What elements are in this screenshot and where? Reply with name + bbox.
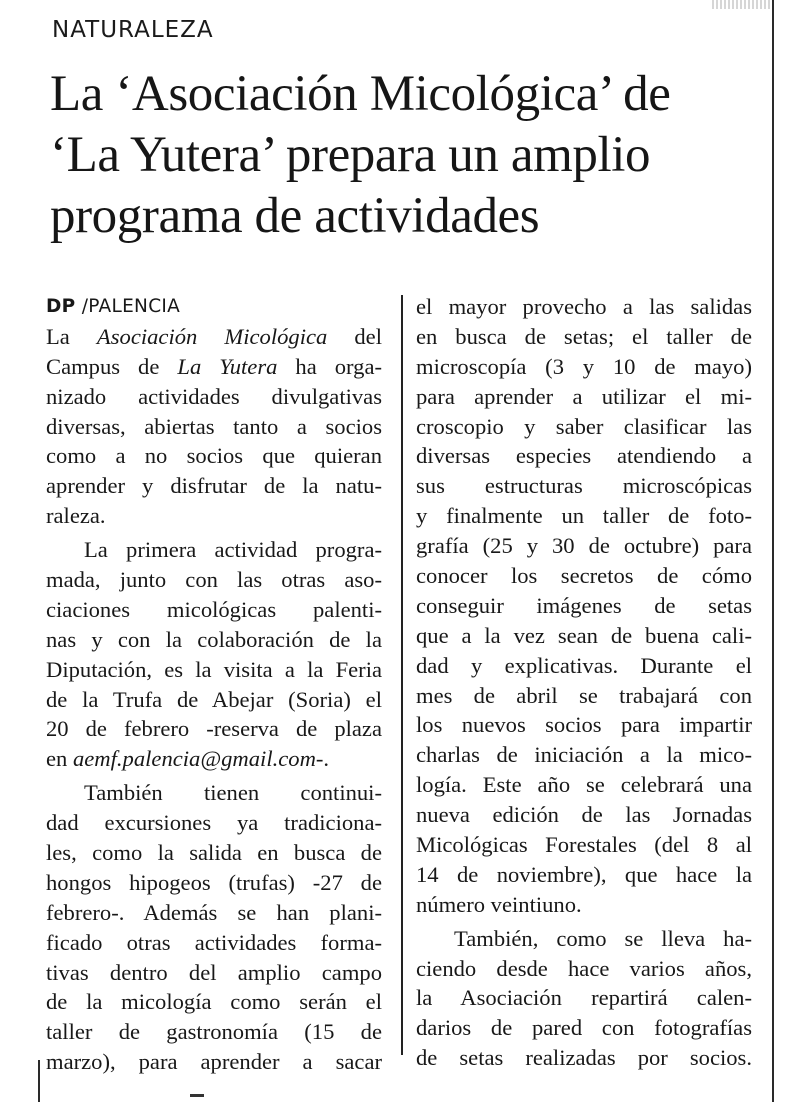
text-line: nueva edición de las Jornadas xyxy=(416,802,752,828)
text-line: les, como la salida en busca de xyxy=(46,840,382,866)
byline-location: /PALENCIA xyxy=(81,296,181,317)
text-line: raleza. xyxy=(46,503,106,529)
text-line: nas y con la colaboración de la xyxy=(46,626,382,652)
text-line: logía. Este año se celebrará una xyxy=(416,772,752,798)
text-line: marzo), para aprender a sacar xyxy=(46,1049,382,1075)
text-line: mes de abril se trabajará con xyxy=(416,682,752,708)
text-line: de la micología como serán el xyxy=(46,989,382,1015)
text-line: taller de gastronomía (15 de xyxy=(46,1019,382,1045)
text-line: Micológicas Forestales (del 8 al xyxy=(416,832,752,858)
text-line: de setas realizadas por socios. xyxy=(416,1045,752,1071)
text-line: 14 de noviembre), que hace la xyxy=(416,861,752,887)
text-line: dad y explicativas. Durante el xyxy=(416,652,752,678)
text-line: hongos hipogeos (trufas) -27 de xyxy=(46,869,382,895)
organization-name: Asociación Micológica xyxy=(96,323,328,349)
text-line: 20 de febrero -reserva de plaza xyxy=(46,716,382,742)
paragraph xyxy=(416,924,752,1073)
section-label: NATURALEZA xyxy=(52,17,214,43)
text-line: de la Trufa de Abejar (Soria) el xyxy=(46,686,382,712)
headline-line: ‘La Yutera’ prepara un amplio xyxy=(50,127,651,183)
paragraph xyxy=(46,535,382,774)
text-line: la Asociación repartirá calen- xyxy=(416,985,752,1011)
text-line: conseguir imágenes de setas xyxy=(416,592,752,618)
email-address[interactable]: aemf.palencia@gmail.com xyxy=(72,746,316,772)
text-line: conocer los secretos de cómo xyxy=(416,563,752,589)
article-column-right xyxy=(416,292,752,1073)
text-line: diversas, abiertas tanto a socios xyxy=(46,413,382,439)
text-line: ciendo desde hace varios años, xyxy=(416,955,752,981)
text-line: el mayor provecho a las salidas xyxy=(416,294,752,319)
text-line: grafía (25 y 30 de octubre) para xyxy=(416,533,752,559)
scan-artifact xyxy=(712,0,770,9)
text-line: charlas de iniciación a la mico- xyxy=(416,742,752,768)
text-line: en busca de setas; el taller de xyxy=(416,323,752,349)
text-line: La Asociación Micológica del xyxy=(46,323,382,349)
text-line: La primera actividad progra- xyxy=(84,537,382,563)
text-line: aprender y disfrutar de la natu- xyxy=(46,473,382,499)
paragraph xyxy=(46,322,382,531)
text-line: croscopio y saber clasificar las xyxy=(416,413,752,439)
text-line: nizado actividades divulgativas xyxy=(46,383,382,409)
text-line: ciaciones micológicas palenti- xyxy=(46,596,382,622)
text-line: en aemf.palencia@gmail.com-. xyxy=(46,746,330,772)
column-rule-left xyxy=(38,1060,40,1102)
text-line: darios de pared con fotografías xyxy=(416,1015,752,1041)
text-line: diversas especies atendiendo a xyxy=(416,443,752,469)
text-line: microscopía (3 y 10 de mayo) xyxy=(416,353,752,379)
headline xyxy=(50,64,750,247)
byline-agency: DP xyxy=(46,296,76,317)
text-line: Diputación, es la visita a la Feria xyxy=(46,656,382,682)
headline-line: La ‘Asociación Micológica’ de xyxy=(50,66,671,122)
headline-line: programa de actividades xyxy=(50,188,540,244)
text-line: ficado otras actividades forma- xyxy=(46,929,382,955)
scan-mark xyxy=(190,1094,204,1097)
text-line: También, como se lleva ha- xyxy=(454,925,752,951)
text-line: tivas dentro del amplio campo xyxy=(46,959,382,985)
text-line: como a no socios que quieran xyxy=(46,443,382,469)
text-line: número veintiuno. xyxy=(416,891,582,917)
column-rule-right xyxy=(772,0,774,1102)
text-line: febrero-. Además se han plani- xyxy=(46,899,382,925)
text-line: para aprender a utilizar el mi- xyxy=(416,383,752,409)
text-line: los nuevos socios para impartir xyxy=(416,712,752,738)
text-line: y finalmente un taller de foto- xyxy=(416,503,752,529)
text-line: mada, junto con las otras aso- xyxy=(46,567,382,593)
byline xyxy=(46,292,382,322)
text-line: sus estructuras microscópicas xyxy=(416,473,752,499)
paragraph xyxy=(416,292,752,920)
campus-name: La Yutera xyxy=(177,353,278,379)
column-divider xyxy=(401,295,403,1055)
text-line: dad excursiones ya tradiciona- xyxy=(46,810,382,836)
article-column-left xyxy=(46,292,382,1077)
text-line: Campus de La Yutera ha orga- xyxy=(46,353,382,379)
text-line: que a la vez sean de buena cali- xyxy=(416,622,752,648)
text-line: También tienen continui- xyxy=(84,780,382,806)
paragraph xyxy=(46,778,382,1077)
